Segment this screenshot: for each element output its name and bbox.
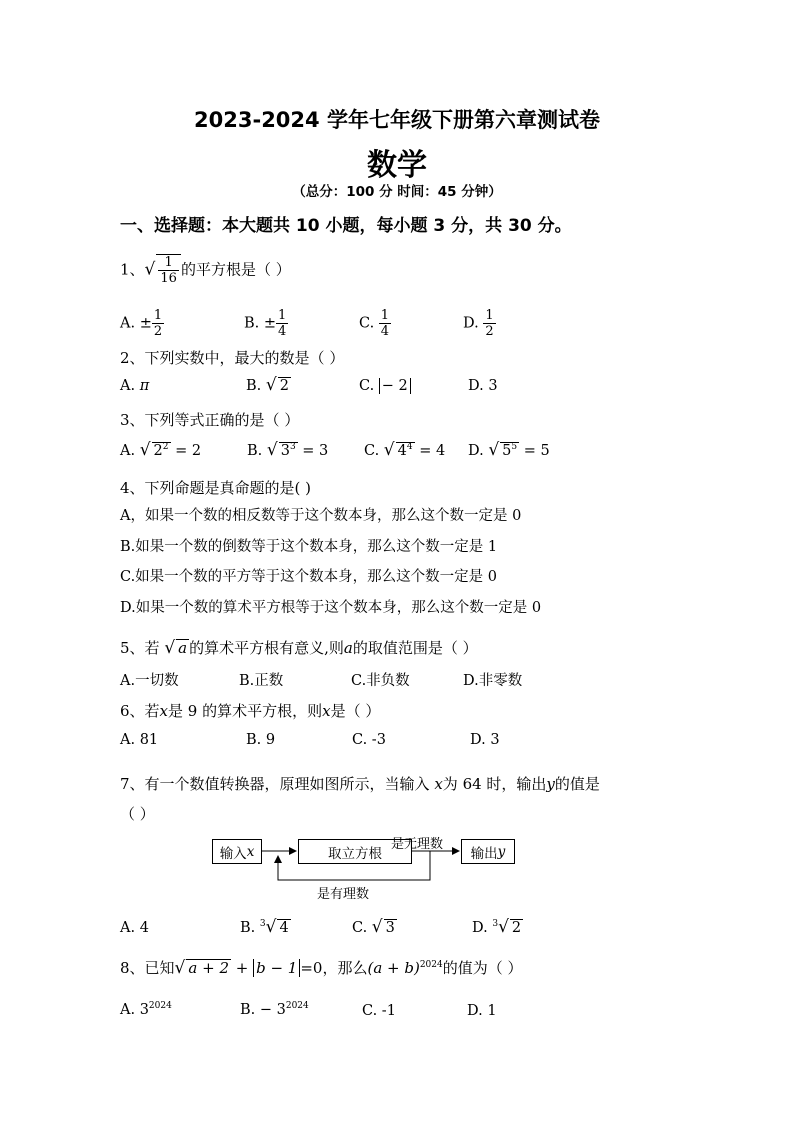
option-d[interactable]: D. 1 <box>467 1003 497 1019</box>
cube-root-box: 取立方根 <box>298 839 412 864</box>
exam-title: 2023-2024 学年七年级下册第六章测试卷 <box>194 108 600 132</box>
option-c[interactable]: C. √ 3 <box>352 917 395 937</box>
option-c[interactable]: C. − 2 <box>359 378 411 394</box>
question-3: 3、下列等式正确的是（ ） <box>120 411 300 429</box>
question-8: 8、已知√ a + 2 + b − 1 =0，那么$(a + b)^{2024}$的值为（ ） <box>120 958 523 978</box>
radical-sign: √ <box>144 259 156 280</box>
question-4: 4、下列命题是真命题的是( ) <box>120 479 312 497</box>
question-number: 1、 <box>120 260 145 279</box>
option-a[interactable]: A. 81 <box>120 732 159 748</box>
option-c[interactable]: C. $\frac{1}{4}$ <box>359 308 390 339</box>
section-heading: 一、选择题：本大题共 10 小题，每小题 3 分，共 30 分。 <box>120 216 572 236</box>
option-a[interactable]: A. $3^{2024}$ <box>120 1001 172 1018</box>
option-c[interactable]: C.非负数 <box>351 673 410 689</box>
input-box: 输入 x <box>212 839 262 864</box>
option-a[interactable]: A. √ $2^2 = 2$ <box>120 440 202 460</box>
option-d[interactable]: D. $\frac{1}{2}$ <box>463 308 494 339</box>
question-7-blank: （ ） <box>120 805 155 823</box>
option-d[interactable]: D.非零数 <box>463 673 523 689</box>
option-a[interactable]: A. 4 <box>120 920 149 936</box>
option-c[interactable]: C. -1 <box>362 1003 396 1019</box>
subject-title: 数学 <box>367 148 427 183</box>
option-b[interactable]: B.如果一个数的倒数等于这个数本身，那么这个数一定是 1 <box>120 539 498 555</box>
option-d[interactable]: D.如果一个数的算术平方根等于这个数本身，那么这个数一定是 0 <box>120 600 542 616</box>
option-c[interactable]: C. -3 <box>352 732 386 748</box>
radicand: $\frac{1}{16}$ <box>156 254 181 286</box>
option-d[interactable]: D. 3 <box>470 732 500 748</box>
option-d[interactable]: D. $^3$√ 2 <box>472 917 522 937</box>
question-7: 7、有一个数值转换器，原理如图所示，当输入 x为 64 时，输出y的值是 <box>120 775 600 793</box>
option-a[interactable]: A. ± $\frac{1}{2}$ <box>120 308 163 339</box>
question-6: 6、若x是 9 的算术平方根，则x是（ ） <box>120 702 381 720</box>
option-d[interactable]: D. √ $5^5 = 5$ <box>468 440 550 460</box>
irrational-label: 是无理数 <box>391 837 444 852</box>
option-b[interactable]: B. 9 <box>246 732 276 748</box>
option-c[interactable]: C. √ $4^4 = 4$ <box>364 440 446 460</box>
output-box: 输出 y <box>461 839 515 864</box>
option-b[interactable]: B. √ $3^3 = 3$ <box>247 440 329 460</box>
option-c[interactable]: C.如果一个数的平方等于这个数本身，那么这个数一定是 0 <box>120 569 498 585</box>
exam-meta: （总分：100 分 时间：45 分钟） <box>292 184 502 200</box>
rational-label: 是有理数 <box>317 887 370 902</box>
option-b[interactable]: B. ± $\frac{1}{4}$ <box>244 308 287 339</box>
option-a[interactable]: A. π <box>120 378 150 394</box>
option-a[interactable]: A.一切数 <box>120 673 179 689</box>
option-a[interactable]: A，如果一个数的相反数等于这个数本身，那么这个数一定是 0 <box>120 508 522 524</box>
option-b[interactable]: B. $^3$√ 4 <box>240 917 289 937</box>
option-b[interactable]: B.正数 <box>239 673 284 689</box>
option-d[interactable]: D. 3 <box>468 378 498 394</box>
question-2: 2、下列实数中，最大的数是（ ） <box>120 349 345 367</box>
option-b[interactable]: B. − $3^{2024}$ <box>240 1001 309 1018</box>
option-b[interactable]: B. √ 2 <box>246 375 289 395</box>
question-stem: 的平方根是（ ） <box>180 260 291 279</box>
question-5: 5、若 √ a 的算术平方根有意义,则a的取值范围是（ ） <box>120 638 478 658</box>
